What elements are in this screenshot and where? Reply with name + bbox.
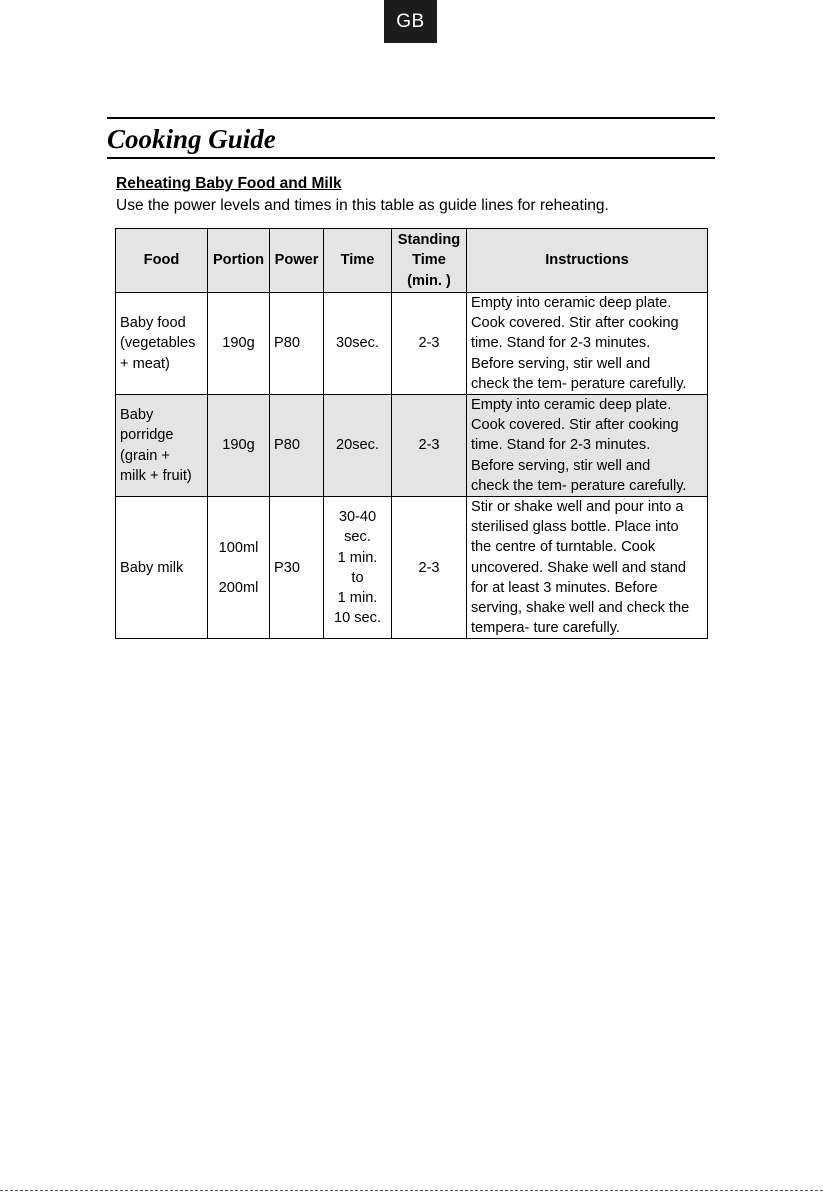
table-row [116,497,708,639]
title-rule-top [107,117,715,119]
time-line: 30-40 [338,509,377,526]
food-line: Baby [120,407,154,424]
instruction-line: for at least 3 minutes. Before [471,579,658,596]
food-line: (grain + [120,447,170,464]
instruction-line: Before serving, stir well and [471,355,651,372]
intro-text: Use the power levels and times in this table as guide lines for reheating. [116,197,609,214]
standing-time-cell: 2-3 [392,395,467,497]
table-body [116,293,708,639]
standing-time-cell: 2-3 [392,497,467,639]
instruction-line: check the tem- perature carefully. [471,477,687,494]
portion-line: 200ml [218,579,259,596]
food-cell [116,395,208,497]
header-row [116,229,708,293]
header-standing-line: Standing [397,232,461,249]
title-rule-bottom [107,157,715,159]
portion-cell [208,497,270,639]
time-cell [324,293,392,395]
portion-spacer [212,558,265,578]
food-line: porridge [120,427,174,444]
header-standing-line: (min. ) [407,272,451,289]
food-line: Baby milk [120,559,184,576]
language-badge: GB [384,0,437,43]
instruction-line: check the tem- perature carefully. [471,375,687,392]
time-line: 1 min. [337,549,378,566]
instruction-line: tempera- ture carefully. [471,620,620,637]
power-cell: P80 [270,293,324,395]
portion-cell [208,395,270,497]
table-row [116,395,708,497]
instruction-line: uncovered. Shake well and stand [471,559,686,576]
instructions-cell [467,395,708,497]
section-heading: Reheating Baby Food and Milk [116,175,342,192]
page-bottom-rule [0,1190,823,1191]
time-line: 30sec. [336,335,379,352]
power-cell: P80 [270,395,324,497]
instruction-line: Before serving, stir well and [471,457,651,474]
time-line: sec. [344,529,371,546]
instruction-line: Cook covered. Stir after cooking [471,315,679,332]
portion-line: 190g [222,437,255,454]
food-line: Baby food [120,315,186,332]
portion-line: 100ml [218,539,259,556]
instruction-line: the centre of turntable. Cook [471,539,656,556]
portion-line: 190g [222,335,255,352]
food-line: (vegetables [120,335,196,352]
instruction-line: Stir or shake well and pour into a [471,499,684,516]
header-portion: Portion [208,229,270,293]
instructions-cell [467,497,708,639]
instruction-line: Empty into ceramic deep plate. [471,397,672,414]
instructions-cell [467,293,708,395]
time-line: 20sec. [336,437,379,454]
food-cell [116,293,208,395]
instruction-line: time. Stand for 2-3 minutes. [471,335,651,352]
header-instructions: Instructions [467,229,708,293]
header-power: Power [270,229,324,293]
table-row [116,293,708,395]
instruction-line: Empty into ceramic deep plate. [471,295,672,311]
portion-cell [208,293,270,395]
instruction-line: serving, shake well and check the [471,600,690,617]
header-food: Food [116,229,208,293]
time-cell [324,395,392,497]
standing-time-cell: 2-3 [392,293,467,395]
time-line: to [351,569,364,586]
power-cell: P30 [270,497,324,639]
header-standing-time [392,229,467,293]
time-cell [324,497,392,639]
header-standing-line: Time [412,252,446,269]
instruction-line: Cook covered. Stir after cooking [471,417,679,434]
instruction-line: time. Stand for 2-3 minutes. [471,437,651,454]
food-line: + meat) [120,355,170,372]
instruction-line: sterilised glass bottle. Place into [471,519,679,536]
food-cell [116,497,208,639]
page-title: Cooking Guide [107,124,276,154]
food-line: milk + fruit) [120,467,192,484]
time-line: 1 min. [337,589,378,606]
reheating-table [115,228,708,639]
header-time: Time [324,229,392,293]
table-header [116,229,708,293]
time-line: 10 sec. [333,610,382,627]
